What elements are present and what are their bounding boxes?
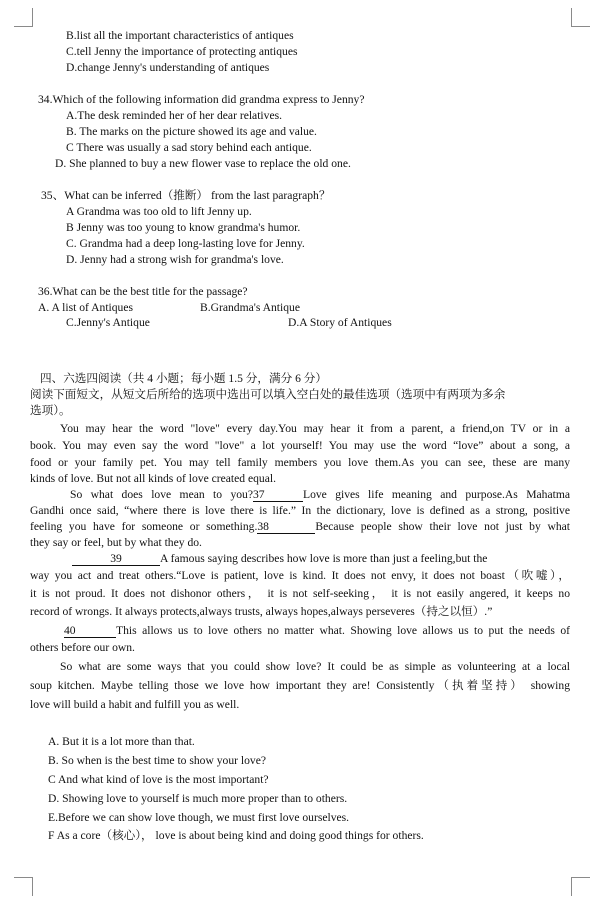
passage-p2-text-d: Because people show their love not just by what bbox=[315, 520, 570, 533]
passage-p2-line-3 bbox=[30, 520, 570, 534]
q34-stem: 34.Which of the following information did grandma express to Jenny? bbox=[38, 93, 365, 106]
passage-p2-text-b: Love gives life meaning and purpose.As Mahatma bbox=[302, 488, 570, 501]
q36-option-d: D.A Story of Antiques bbox=[288, 316, 392, 329]
q36-stem: 36.What can be the best title for the passage? bbox=[38, 285, 248, 298]
passage-p2-text-a: So what does love mean to you? bbox=[70, 488, 253, 501]
passage-p3-line-1 bbox=[72, 552, 487, 566]
choice-a: A. But it is a lot more than that. bbox=[48, 735, 195, 748]
passage-p2-text-c: feeling you have for someone or something. bbox=[30, 520, 258, 533]
choice-e: E.Before we can show love though, we must first love ourselves. bbox=[48, 811, 350, 824]
passage-p5-line-1: So what are some ways that you could show love? It could be as simple as volunteering at a local bbox=[60, 660, 570, 673]
blank-37: 37 bbox=[253, 489, 303, 502]
crop-mark-bottom-left bbox=[14, 877, 33, 896]
passage-p4-text-a: This allows us to love others no matter what. Showing love allows us to put the needs of bbox=[116, 624, 570, 637]
passage-p1-line-3: food or your family pet. You may tell family members you love them.As you can see, these are many bbox=[30, 456, 570, 469]
section-heading: 四、六选四阅读（共 4 小题；每小题 1.5 分，满分 6 分） bbox=[40, 372, 327, 385]
passage-p3-text-a: A famous saying describes how love is more than just a feeling,but the bbox=[160, 552, 488, 565]
blank-40: 40 bbox=[64, 625, 116, 638]
passage-p3-line-3: it is not proud. It does not dishonor others， it is not self-seeking， it is not easily angered, it keeps no bbox=[30, 587, 570, 600]
passage-p1-line-4: kinds of love. But not all kinds of love created equal. bbox=[30, 472, 276, 485]
passage-p2-line-1 bbox=[30, 488, 570, 502]
q36-option-c: C.Jenny's Antique bbox=[66, 316, 150, 329]
choice-c: C And what kind of love is the most important? bbox=[48, 773, 269, 786]
q35-option-a: A Grandma was too old to lift Jenny up. bbox=[66, 205, 252, 218]
q36-option-b: B.Grandma's Antique bbox=[200, 301, 300, 314]
crop-mark-top-left bbox=[14, 8, 33, 27]
q36-option-a: A. A list of Antiques bbox=[38, 301, 134, 314]
passage-p2-line-4: they say or feel, but by what they do. bbox=[30, 536, 202, 549]
q33-option-d: D.change Jenny's understanding of antiques bbox=[66, 61, 270, 74]
crop-mark-top-right bbox=[571, 8, 590, 27]
passage-p1-line-1: You may hear the word "love" every day.You may hear it from a parent, a friend,on TV or in a bbox=[60, 422, 570, 435]
q34-option-a: A.The desk reminded her of her dear relatives. bbox=[66, 109, 283, 122]
q34-option-b: B. The marks on the picture showed its age and value. bbox=[66, 125, 317, 138]
passage-p4-line-2: others before our own. bbox=[30, 641, 135, 654]
q35-option-c: C. Grandma had a deep long-lasting love for Jenny. bbox=[66, 237, 305, 250]
passage-p4-line-1 bbox=[64, 624, 570, 638]
passage-p2-line-2: Gandhi once said, “where there is love there is life.” In the dictionary, love is defined as a strong, positive bbox=[30, 504, 570, 517]
passage-p1-line-2: book. You may even say the word "love" a lot yourself! You may use the word “love” about a song, a bbox=[30, 439, 570, 452]
passage-p3-line-2: way you act and treat others.“Love is patient, love is kind. It does not envy, it does not boast（吹嘘）， bbox=[30, 569, 570, 582]
q33-option-c: C.tell Jenny the importance of protecting antiques bbox=[66, 45, 298, 58]
blank-39: 39 bbox=[72, 553, 160, 566]
q35-option-d: D. Jenny had a strong wish for grandma's love. bbox=[66, 253, 284, 266]
section-instruction-line-1: 阅读下面短文，从短文后所给的选项中选出可以填入空白处的最佳选项（选项中有两项为多余 bbox=[30, 388, 506, 401]
crop-mark-bottom-right bbox=[571, 877, 590, 896]
q35-option-b: B Jenny was too young to know grandma's humor. bbox=[66, 221, 301, 234]
blank-38: 38 bbox=[257, 521, 315, 534]
q35-stem: 35、What can be inferred（推断） from the last paragraph？ bbox=[41, 189, 331, 202]
section-instruction-line-2: 选项）。 bbox=[30, 404, 71, 417]
choice-f: F As a core（核心）， love is about being kind and doing good things for others. bbox=[48, 829, 424, 842]
passage-p3-line-4: record of wrongs. It always protects,always trusts, always hopes,always perseveres（持之以恒）.” bbox=[30, 605, 493, 618]
passage-p5-line-2: soup kitchen. Maybe telling those we love how important they are! Consistently（执着坚持） showing bbox=[30, 679, 570, 692]
q34-option-d: D. She planned to buy a new flower vase to replace the old one. bbox=[55, 157, 351, 170]
choice-b: B. So when is the best time to show your love? bbox=[48, 754, 267, 767]
q34-option-c: C There was usually a sad story behind each antique. bbox=[66, 141, 312, 154]
passage-p5-line-3: love will build a habit and fulfill you as well. bbox=[30, 698, 240, 711]
choice-d: D. Showing love to yourself is much more proper than to others. bbox=[48, 792, 348, 805]
q33-option-b: B.list all the important characteristics of antiques bbox=[66, 29, 294, 42]
